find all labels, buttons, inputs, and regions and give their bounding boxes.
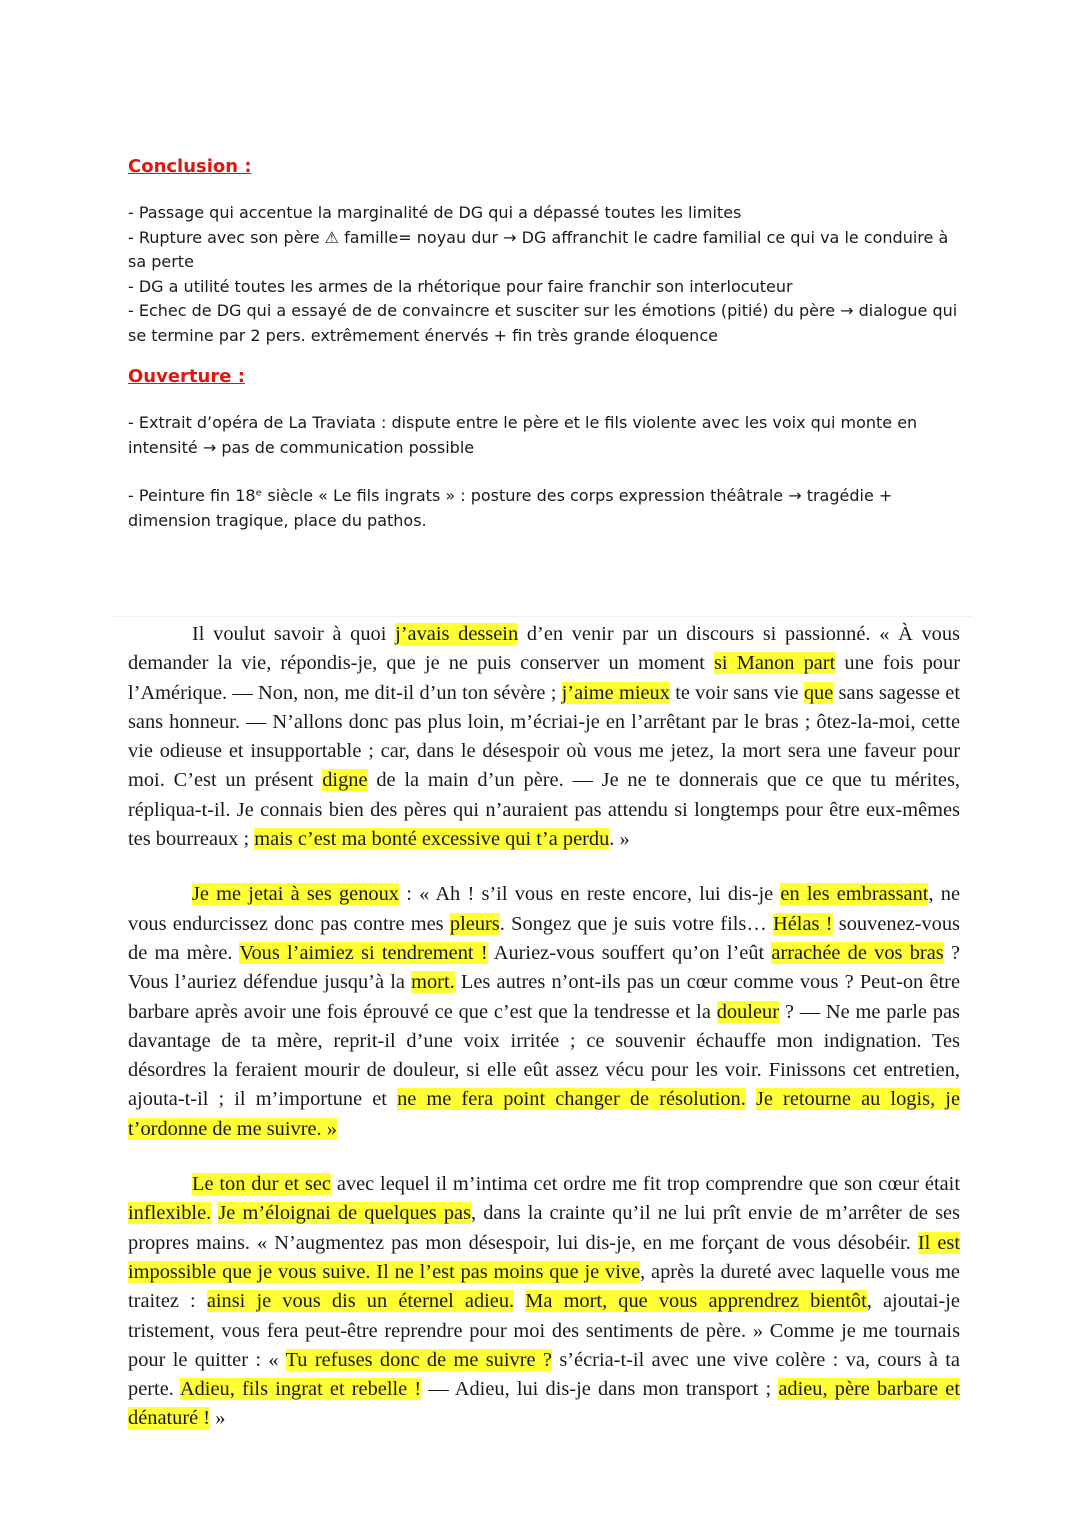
ouverture-gap (128, 460, 958, 484)
text-run: sans sagesse et sans honneur. — N’allons donc pas plus loin, m’écriai-je en l’arrêtant par le bras ; ôtez-la-moi, cette vie odieuse et insupportable ; car, dans le désespoir où vous me jetez, la mort sera une faveur pour moi. C’est un présent (128, 681, 961, 792)
highlighted-phrase: douleur (716, 1000, 779, 1023)
highlighted-phrase: en les embrassant (780, 883, 929, 906)
section-divider (110, 616, 972, 617)
highlighted-phrase: arrachée de vos bras (771, 941, 944, 964)
conclusion-bullet: - DG a utilité toutes les armes de la rhétorique pour faire franchir son interlocuteur (128, 276, 793, 296)
text-run (746, 1088, 756, 1110)
text-run: souvenez-vous de ma mère. (128, 912, 960, 964)
text-run: — Adieu, lui dis-je dans mon transport ; (421, 1378, 779, 1401)
text-run: » (210, 1407, 226, 1430)
text-run: avec lequel il m’intima cet ordre me fit trop comprendre que son cœur était (330, 1173, 961, 1196)
conclusion-list (128, 201, 958, 348)
highlighted-phrase: ainsi je vous dis un éternel adieu. (206, 1290, 515, 1313)
ouverture-item: - Extrait d’opéra de La Traviata : dispute entre le père et le fils violente avec les voix qui monte en intensité → pas de communication possible (128, 413, 918, 457)
highlighted-phrase: inflexible. (128, 1202, 212, 1225)
text-run: : « Ah ! s’il vous en reste encore, lui dis-je (399, 883, 781, 906)
conclusion-bullet: - Echec de DG qui a essayé de de convaincre et susciter sur les émotions (pitié) du père → dialogue qui se termine par 2 pers. extrêmement énervés + fin très grande éloquence (128, 301, 958, 345)
text-run: , ne vous endurcissez donc pas contre mes (128, 883, 960, 935)
highlighted-phrase: ne me fera point changer de résolution. (397, 1088, 746, 1111)
text-run: d’en venir par un discours si passionné. « À vous demander la vie, répondis-je, que je ne puis conserver un moment (128, 623, 960, 675)
text-run: te voir sans vie (669, 681, 804, 704)
text-run: une fois pour l’Amérique. — Non, non, me dit-il d’un ton sévère ; (128, 652, 960, 704)
highlighted-phrase: mort. (411, 971, 455, 994)
highlighted-phrase: que (803, 681, 834, 704)
text-run: s’écria-t-il avec une vive colère : va, cours à ta perte. (128, 1348, 960, 1401)
highlighted-phrase: digne (322, 769, 368, 792)
highlighted-phrase: Je me jetai à ses genoux (192, 883, 399, 906)
text-run: ? — Ne me parle pas davantage de ta mère, reprit-il d’une voix irritée ; ce souvenir échauffe mon indignation. Tes désordres la feraient mourir de douleur, si elle eût assez vécu pour les voir. Finissons cet entretien, ajouta-t-il ; il m’importune et (128, 1000, 960, 1111)
text-run: Auriez-vous souffert qu’on l’eût (487, 941, 772, 964)
text-run: Les autres n’ont-ils pas un cœur comme vous ? Peut-on être barbare après avoir une fois éprouvé ce que c’est que la tendresse et la (128, 971, 960, 1023)
text-run: , dans la crainte qu’il ne lui prît envie de m’arrêter de ses propres mains. « N’augmentez pas mon désespoir, lui dis-je, en me forçant de vous désobéir. (128, 1202, 960, 1254)
text-run: Il voulut savoir à quoi (192, 623, 396, 645)
notes-section (128, 152, 958, 533)
text-run: de la main d’un père. — Je ne te donnerais que ce que tu mérites, répliqua-t-il. Je connais bien des pères qui n’auraient pas attendu si longtemps pour être eux-mêmes tes bourreaux ; (128, 769, 960, 851)
ouverture-item: - Peinture fin 18ᵉ siècle « Le fils ingrats » : posture des corps expression théâtrale → tragédie + dimension tragique, place du pathos. (128, 486, 893, 530)
excerpt-paragraph (128, 1170, 960, 1434)
conclusion-heading: Conclusion : (128, 156, 252, 177)
highlighted-phrase: Il est impossible que je vous suive. Il ne l’est pas moins que je vive (128, 1231, 960, 1283)
excerpt-paragraph (128, 880, 960, 1144)
highlighted-phrase: Adieu, fils ingrat et rebelle ! (179, 1378, 422, 1401)
highlighted-phrase: pleurs (449, 912, 500, 935)
highlighted-phrase: Je m’éloignai de quelques pas (218, 1202, 472, 1225)
highlighted-phrase: Hélas ! (773, 912, 833, 935)
ouverture-heading: Ouverture : (128, 366, 245, 387)
highlighted-phrase: Vous l’aimiez si tendrement ! (239, 941, 488, 964)
ouverture-list (128, 411, 958, 533)
text-run: ? Vous l’auriez défendue jusqu’à la (128, 941, 960, 994)
text-run: , ajoutai-je tristement, vous fera peut-être reprendre pour moi des sentiments de père. » Comme je me tournais pour le quitter : « (128, 1290, 960, 1371)
highlighted-phrase: mais c’est ma bonté excessive qui t’a perdu (254, 828, 610, 851)
highlighted-phrase: j’aime mieux (561, 681, 670, 704)
highlighted-phrase: adieu, père barbare et dénaturé ! (128, 1378, 960, 1430)
conclusion-bullet: - Passage qui accentue la marginalité de DG qui a dépassé toutes les limites (128, 203, 742, 222)
text-run (514, 1290, 525, 1312)
highlighted-phrase: Je retourne au logis, je t’ordonne de me suivre. » (128, 1088, 961, 1140)
excerpt-paragraph (128, 620, 960, 854)
text-run: . » (609, 828, 630, 851)
conclusion-bullet: - Rupture avec son père ⚠ famille= noyau dur → DG affranchit le cadre familial ce qui va le conduire à sa perte (128, 227, 949, 271)
text-run: , après la dureté avec laquelle vous me traitez : (128, 1260, 960, 1313)
highlighted-phrase: Tu refuses donc de me suivre ? (285, 1348, 552, 1371)
highlighted-phrase: Ma mort, que vous apprendrez bientôt (525, 1290, 867, 1313)
excerpt-text (128, 620, 960, 1460)
highlighted-phrase: Le ton dur et sec (192, 1173, 331, 1196)
text-run: . Songez que je suis votre fils… (499, 912, 774, 935)
highlighted-phrase: j’avais dessein (395, 623, 519, 645)
highlighted-phrase: si Manon part (713, 652, 836, 675)
